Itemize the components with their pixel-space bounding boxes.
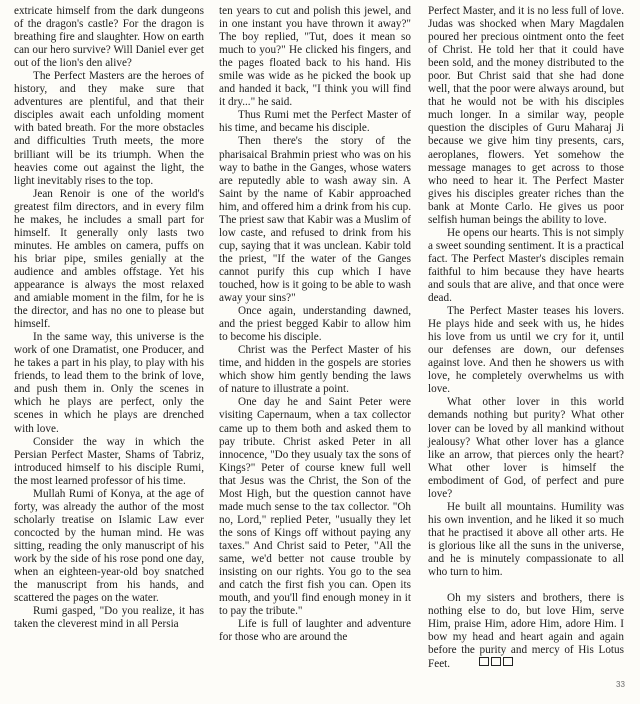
text-column-1 — [14, 5, 204, 631]
closing-text: Oh my sisters and brothers, there is nothing else to do, but love Him, serve Him, praise Him, adore Him, adore Him. I bow my head and heart again and again before the purity and mercy of His Lotus Feet. — [428, 592, 624, 671]
page-number: 33 — [616, 680, 625, 689]
paragraph: The Perfect Masters are the heroes of history, and they make sure that adventures are plentiful, and that their disciples await each unfolding moment with bated breath. For the more obstacles and difficulties Truth meets, the more brilliant will be its triumph. When the heavies come out against the light, the light inevitably rises to the top. — [14, 70, 204, 187]
paragraph: He opens our hearts. This is not simply a sweet sounding sentiment. It is a practical fact. The Perfect Master's disciples remain faithful to him because they have hearts and souls that are alive, and that once were dead. — [428, 226, 624, 305]
paragraph: He built all mountains. Humility was his own invention, and he liked it so much that he practised it above all other arts. He is glorious like all the suns in the universe, and he is minutely compassionate to all who turn to him. — [428, 500, 624, 579]
end-mark-icon — [458, 657, 513, 670]
paragraph: Then there's the story of the pharisaical Brahmin priest who was on his way to bathe in the Ganges, whose waters are reputedly able to wash away sin. A Saint by the name of Kabir approached him, and offered him a drink from his cup. The priest saw that Kabir was a Muslim of low caste, and refused to drink from his cup, saying that it was unclean. Kabir told the priest, "If the water of the Ganges cannot purify this cup which I have touched, how is it going to be able to wash away your sins?" — [219, 135, 411, 305]
paragraph: In the same way, this universe is the work of one Dramatist, one Producer, and he takes a part in his play, to play with his friends, to lead them to the brink of love, and push them in. Only the scenes in which he plays are perfect, only the scenes in which he plays are drenched with love. — [14, 331, 204, 435]
paragraph: Jean Renoir is one of the world's greatest film directors, and in every film he makes, he includes a small part for himself. It generally only lasts two minutes. He ambles on camera, puffs on his briar pipe, smiles genially at the audience and ambles offstage. Yet his appearance is always the most relaxed and amiable moment in the film, for he is the director, and has no one to please but himself. — [14, 187, 204, 331]
paragraph: One day he and Saint Peter were visiting Capernaum, when a tax collector came up to them both and asked them to pay tribute. Christ asked Peter in all innocence, "Do they usualy tax the sons of Kings?" Peter of course knew full well that Jesus was the Christ, the Son of the Most High, but the question cannot have made much sense to the tax collector. "Oh no, Lord," replied Peter, "usually they let the sons of Kings off without paying any taxes." And Christ said to Peter, "All the same, we'd better not cause trouble by insisting on our rights. You go to the sea and catch the first fish you can. Open its mouth, and you'll find enough money in it to pay the tribute." — [219, 396, 411, 618]
paragraph: Perfect Master, and it is no less full of love. Judas was shocked when Mary Magdalen poured her precious ointment onto the feet of Christ. He told her that it could have been sold, and the money distributed to the poor. But Christ said that she had done well, that the poor were always around, but that he would not be with his disciples much longer. In a similar way, people question the disciples of Guru Maharaj Ji because we give him tiny presents, cars, aeroplanes, flowers. Yet somehow the message manages to get across to those who need to hear it. The Perfect Master gives his disciples greater riches than the bank at Monte Carlo. He gives us poor selfish human beings the ability to love. — [428, 5, 624, 226]
paragraph: Christ was the Perfect Master of his time, and hidden in the gospels are stories which show him gently bending the laws of nature to illustrate a point. — [219, 344, 411, 396]
paragraph: What other lover in this world demands nothing but purity? What other lover can be loved by all mankind without jealousy? What other lover has a glance like an arrow, that pierces only the heart? What other lover is himself the embodiment of God, of perfect and pure love? — [428, 396, 624, 500]
paragraph: Once again, understanding dawned, and the priest begged Kabir to allow him to become his disciple. — [219, 305, 411, 344]
paragraph: Mullah Rumi of Konya, at the age of forty, was already the author of the most scholarly treatise on Islamic Law ever concocted by the human mind. He was sitting, reading the only manuscript of his work by the side of his rose pond one day, when an eighteen-year-old boy snatched the manuscript from his hands, and scattered the pages on the water. — [14, 487, 204, 605]
paragraph: ten years to cut and polish this jewel, and in one instant you have thrown it away?" The boy replied, "Tut, does it mean so much to you?" He clicked his fingers, and the pages floated back to his hand. His smile was wide as he picked the book up and handed it back, "I think you will find it dry..." he said. — [219, 5, 411, 109]
paragraph: Rumi gasped, "Do you realize, it has taken the cleverest mind in all Persia — [14, 605, 204, 631]
paragraph: Consider the way in which the Persian Perfect Master, Shams of Tabriz, introduced himself to his disciple Rumi, the most learned professor of his time. — [14, 435, 204, 487]
paragraph: Life is full of laughter and adventure for those who are around the — [219, 618, 411, 644]
paragraph: extricate himself from the dark dungeons of the dragon's castle? For the dragon is breathing fire and slaughter. How on earth can our hero survive? Will Daniel ever get out of the lion's den alive? — [14, 5, 204, 70]
text-column-3 — [428, 5, 624, 671]
closing-paragraph — [428, 592, 624, 671]
paragraph: Thus Rumi met the Perfect Master of his time, and became his disciple. — [219, 109, 411, 135]
text-column-2 — [219, 5, 411, 644]
paragraph: The Perfect Master teases his lovers. He plays hide and seek with us, he hides his love from us until we cry for it, until our defenses are down, our defenses against love. And then he showers us with love, he completely overwhelms us with love. — [428, 305, 624, 396]
